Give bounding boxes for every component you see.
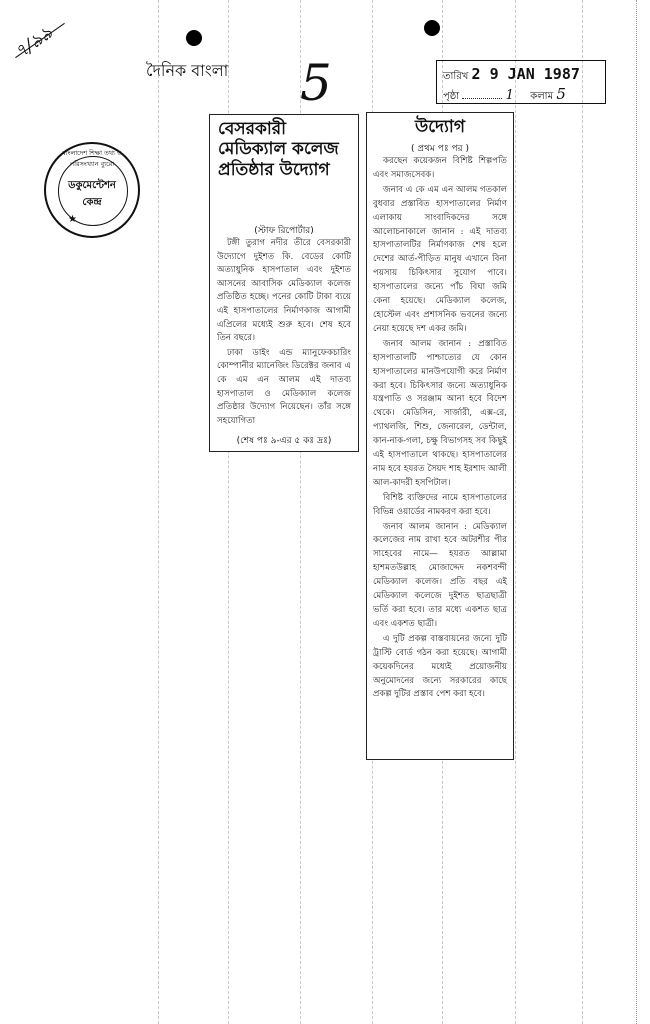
article-body (217, 237, 351, 429)
article-clipping-continuation (366, 112, 514, 760)
date-value: 2 9 JAN 1987 (471, 65, 580, 83)
article-paragraph: এ দুটি প্রকল্প বাস্তবায়নের জন্যে দুটি ট্রাস্টি বোর্ড গঠন করা হয়েছে। আগামী কয়েকদিনের মধ্যেই প্রয়োজনীয় অনুমোদনের জন্যে সরকারের কাছে প্রকল্প দুটির প্রস্তাব পেশ করা হবে। (373, 633, 507, 700)
column-label: কলাম (530, 91, 554, 102)
page-edge-speckle (636, 0, 650, 1024)
date-label: তারিখ (443, 71, 469, 82)
page-label: পৃষ্ঠা (443, 91, 460, 102)
column-value: 5 (556, 85, 566, 103)
ledger-rule (158, 0, 159, 1024)
article-paragraph: জনাব এ কে এম এন আলম গতকাল বুধবার প্রস্তাবিত হাসপাতালের নির্মাণ এলাকায় সাংবাদিকদের সঙ্গে আলোচনাকালে জানান : এই দাতব্য হাসপাতালটির নির্মাণকাজ শেষ হলে দেশের আর্ত-পীড়িত মানুষ এখানে বিনা পয়সায় চিকিৎসার সুযোগ পাবে। হাসপাতালের জন্যে পাঁচ বিঘা জমি কেনা হয়েছে। মেডিক্যাল কলেজ, হোস্টেল এবং প্রশাসনিক ভবনের জন্যে নেয়া হয়েছে দশ একর জমি। (373, 184, 507, 334)
ledger-rule (515, 0, 516, 1024)
newspaper-name: দৈনিক বাংলা (146, 61, 229, 80)
seal-outer-text: বাংলাদেশ শিক্ষা তথ্য ও পরিসংখ্যান ব্যুরো (62, 149, 122, 168)
continuation-body (373, 155, 507, 703)
article-paragraph: জনাব আলম জানান : মেডিক্যাল কলেজের নাম রাখা হবে অটরশীর পীর সাহেবের নামে— হযরত আল্লামা হাশমতউল্লাহ মোজাদ্দেদ নকশবন্দী মেডিক্যাল কলেজ। প্রতি বছর এই মেডিক্যাল কলেজে দুইশত ছাত্রছাত্রী ভর্তি করা হবে। তার মধ্যে একশত ছাত্র এবং একশত ছাত্রী। (373, 521, 507, 629)
documentation-seal (44, 142, 140, 238)
star-icon: ★ (68, 214, 77, 225)
article-continued-note: (শেষ পঃ ৯-এর ৫ কঃ দ্রঃ) (236, 436, 332, 446)
date-stamp-box (436, 60, 606, 104)
article-paragraph: টঙ্গী তুরাগ নদীর তীরে বেসরকারী উদ্যোগে দুইশত কি. বেডের কোটি অত্যাধুনিক হাসপাতাল এবং দুইশত আসনের আবাসিক মেডিক্যাল কলেজ প্রতিষ্ঠিত হচ্ছে। পনের কোটি টাকা ব্যয়ে এই হাসপাতালের নির্মাণকাজ আগামী এপ্রিলের মধ্যেই শুরু হবে। শেষ হবে তিন বছরে। (217, 238, 351, 344)
article-paragraph: জনাব আলম জানান : প্রস্তাবিত হাসপাতালটি পাশ্চাত্যের যে কোন হাসপাতালের মানউপযোগী করে নির্মাণ করা হবে। চিকিৎসার জন্যে অত্যাধুনিক যন্ত্রপাতি ও সরঞ্জাম আনা হবে বিদেশ থেকে। মেডিসিন, সার্জারী, এক্স-রে, প্যাথলজি, শিশু, জেনারেল, ডেন্টাল, কান-নাক-গলা, চক্ষু বিভাগসহ সব কিছুই এই হাসপাতালে থাকছে। হাসপাতালের নাম হবে হযরত সৈয়দ শাহ ইরশাদ আলী আল-কাদরী হসপিটাল। (373, 338, 507, 488)
article-headline: বেসরকারী মেডিক্যাল কলেজ প্রতিষ্ঠার উদ্যোগ (218, 119, 339, 180)
ledger-rule (582, 0, 583, 1024)
article-clipping-main (209, 114, 359, 452)
seal-center-text: ডকুমেন্টেশন কেন্দ্র (68, 180, 116, 208)
punch-hole (424, 20, 440, 36)
article-paragraph: করছেন কয়েকজন বিশিষ্ট শিল্পপতি এবং সমাজসেবক। (373, 156, 507, 180)
continuation-note: ( প্রথম পঃ পর ) (411, 144, 469, 154)
continuation-headline: উদ্যোগ (414, 117, 465, 137)
handwritten-note: ৭/৯৯ (11, 22, 57, 64)
article-paragraph: বিশিষ্ট ব্যক্তিদের নামে হাসপাতালের বিভিন্ন ওয়ার্ডের নামকরণ করা হবে। (373, 492, 507, 517)
article-byline: (স্টাফ রিপোর্টার) (254, 226, 314, 236)
handwritten-page-number: 5 (300, 54, 332, 112)
page-value: 1 (505, 88, 514, 103)
punch-hole (186, 30, 202, 46)
article-paragraph: ঢাকা ডাইং এন্ড ম্যানুফেকচারিং কোম্পানীর ম্যানেজিং ডিরেক্টর জনাব এ কে এম এন আলম এই দাতব্য হাসপাতাল ও মেডিক্যাল কলেজ প্রতিষ্ঠার উদ্যোগ নিয়েছেন। তাঁর সঙ্গে সহযোগিতা (217, 347, 351, 426)
